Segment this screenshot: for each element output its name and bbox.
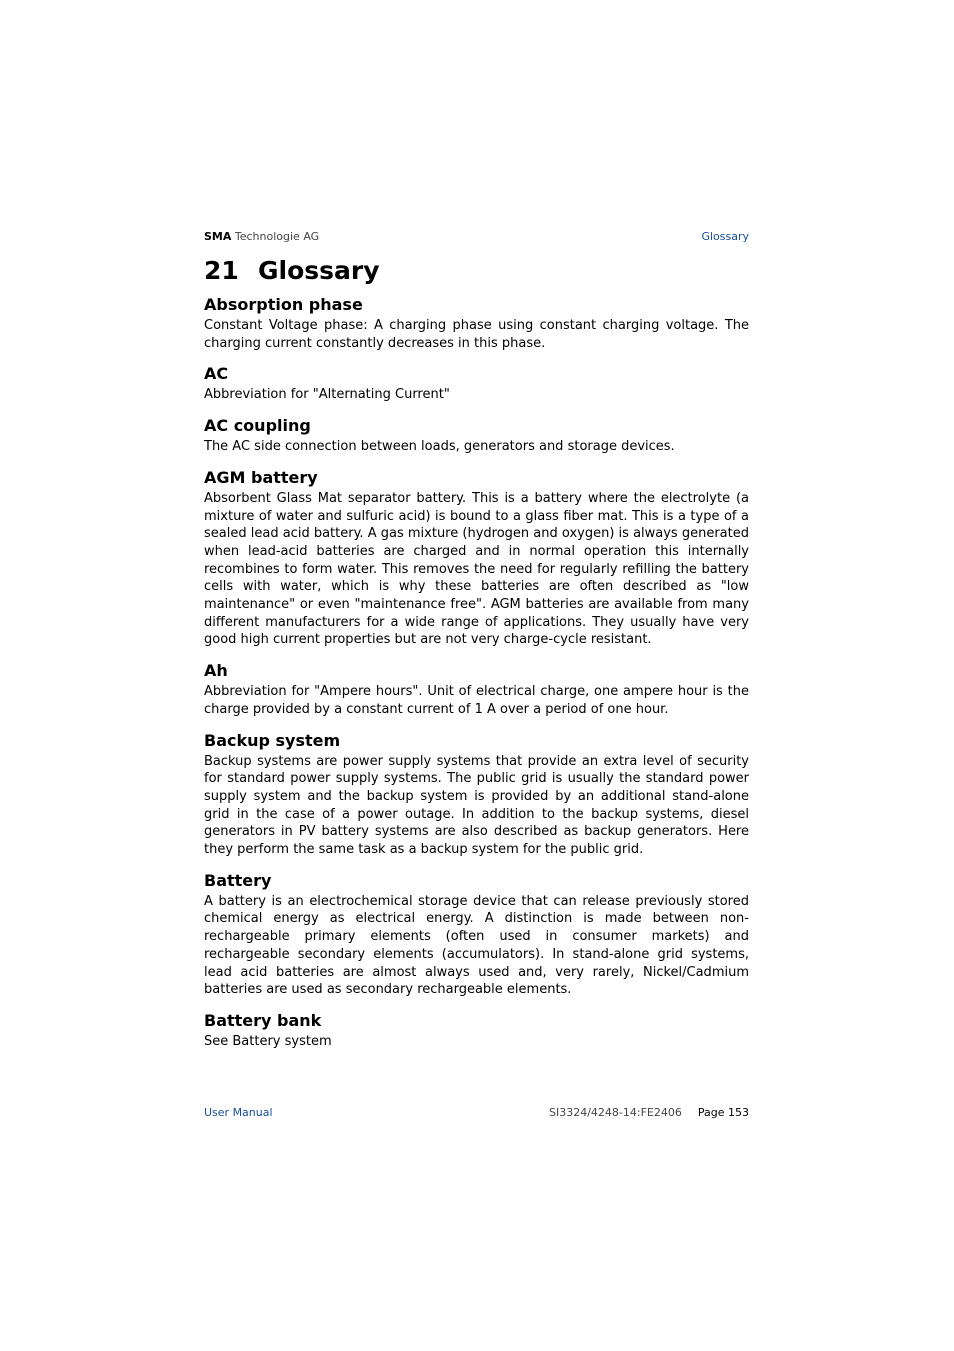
glossary-definition: See Battery system — [204, 1033, 332, 1049]
document-type: User Manual — [204, 1106, 273, 1119]
glossary-definition: Backup systems are power supply systems that provide an extra level of security for standard power supply systems. The public grid is usually the standard power supply system and the backup system is provided by an additional stand-alone grid in the case of a power outage. In addition to the backup systems, diesel generators in PV battery systems are also described as backup generators. Here they perform the same task as a backup system for the public grid. — [204, 753, 749, 858]
glossary-term: AC coupling — [204, 416, 311, 436]
glossary-entry — [204, 293, 749, 352]
glossary-entry — [204, 414, 749, 456]
glossary-term: Ah — [204, 661, 228, 681]
document-code: SI3324/4248-14:FE2406 — [549, 1106, 682, 1119]
glossary-term: AGM battery — [204, 467, 318, 487]
glossary-entry — [204, 1009, 749, 1051]
glossary-definition: The AC side connection between loads, generators and storage devices. — [204, 439, 675, 455]
company-name — [204, 230, 319, 244]
glossary-entry — [204, 362, 749, 404]
glossary-definition: Constant Voltage phase: A charging phase using constant charging voltage. The charging current constantly decreases in this phase. — [204, 318, 749, 351]
page-footer — [204, 1106, 749, 1122]
glossary-term: Backup system — [204, 730, 341, 750]
glossary-definition: Abbreviation for "Alternating Current" — [204, 387, 450, 403]
glossary-term: AC — [204, 364, 229, 384]
glossary-term: Battery bank — [204, 1010, 322, 1030]
company-suffix: Technologie AG — [234, 230, 320, 243]
glossary-term: Battery — [204, 870, 272, 890]
company-brand: SMA — [204, 230, 232, 243]
header-section-title: Glossary — [701, 230, 749, 243]
glossary-entry — [204, 659, 749, 718]
chapter-number: 21 — [204, 256, 239, 285]
glossary-definition: A battery is an electrochemical storage device that can release previously stored chemical energy as electrical energy. A distinction is made between non-rechargeable primary elements (often used in consumer markets) and rechargeable secondary elements (accumulators). In stand-alone grid systems, lead acid batteries are almost always used and, very rarely, Nickel/Cadmium batteries are used as secondary rechargeable elements. — [204, 893, 749, 998]
glossary-list — [204, 293, 749, 1061]
page-number: Page 153 — [697, 1106, 749, 1119]
chapter-heading — [204, 254, 380, 288]
manual-page — [204, 0, 749, 1351]
glossary-definition: Absorbent Glass Mat separator battery. This is a battery where the electrolyte (a mixture of water and sulfuric acid) is bound to a glass fiber mat. This is a type of a sealed lead acid battery. A gas mixture (hydrogen and oxygen) is always generated when lead-acid batteries are charged and in normal operation this internally recombines to form water. This removes the need for regularly refilling the battery cells with water, which is why these batteries are often described as "low maintenance" or even "maintenance free". AGM batteries are available from many different manufacturers for a wide range of applications. They usually have very good high current properties but are not very charge-cycle resistant. — [204, 490, 749, 648]
glossary-definition: Abbreviation for "Ampere hours". Unit of electrical charge, one ampere hour is the charge provided by a constant current of 1 A over a period of one hour. — [204, 684, 749, 717]
glossary-entry — [204, 869, 749, 999]
chapter-title: Glossary — [258, 256, 380, 285]
glossary-term: Absorption phase — [204, 295, 363, 314]
footer-right — [549, 1106, 749, 1120]
page-header — [204, 230, 749, 246]
glossary-entry — [204, 466, 749, 649]
glossary-entry — [204, 729, 749, 859]
